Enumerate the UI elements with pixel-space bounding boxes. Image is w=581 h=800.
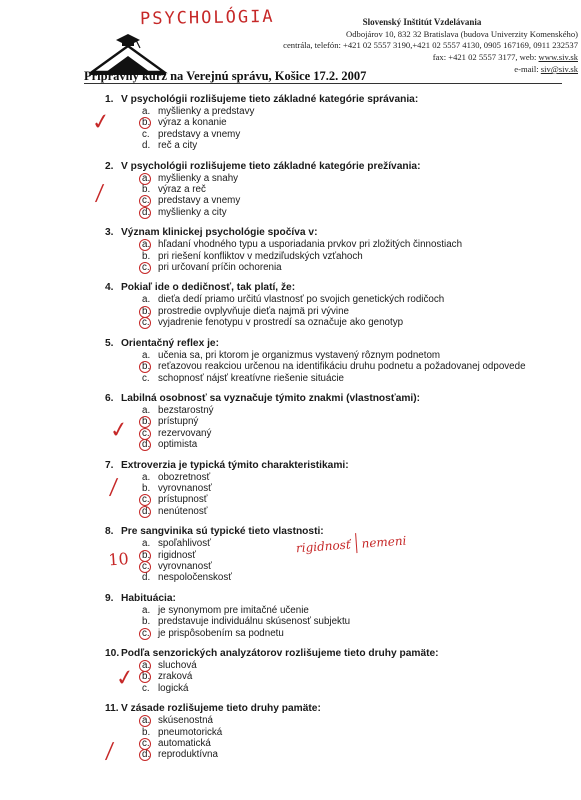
option-letter: b. — [142, 726, 151, 738]
option-letter: b. — [142, 482, 151, 494]
answer-option[interactable] — [84, 660, 564, 671]
question-text: Pre sangvinika sú typické tieto vlastnosti: — [121, 526, 324, 538]
circled-option-letter: d. — [142, 439, 158, 450]
fax-label: fax: +421 02 5557 3177, web: — [432, 51, 539, 62]
answer-option[interactable] — [84, 472, 564, 483]
check-mark-icon: ✓ — [90, 108, 113, 137]
question-heading — [84, 593, 564, 605]
option-text: je prispôsobením sa podnetu — [158, 627, 284, 639]
question-text: Habituácia: — [121, 592, 176, 604]
option-text: výraz a konanie — [158, 117, 227, 129]
circled-option-letter: b. — [142, 361, 158, 372]
option-text: bezstarostný — [158, 404, 214, 416]
option-text: vyrovnanosť — [158, 560, 212, 572]
option-text: výraz a reč — [158, 184, 206, 196]
answer-option[interactable] — [84, 129, 564, 140]
answer-option[interactable] — [84, 749, 564, 760]
note-word-2: nemeni — [361, 533, 407, 551]
option-text: skúsenostná — [158, 715, 214, 727]
option-text: nespoločenskosť — [158, 572, 232, 584]
option-text: pri určovaní príčin ochorenia — [158, 262, 282, 274]
question-11 — [84, 703, 564, 761]
circled-option-letter: a. — [142, 660, 158, 671]
answer-option[interactable] — [84, 416, 564, 427]
answer-option[interactable] — [84, 106, 564, 117]
option-text: je synonymom pre imitačné učenie — [158, 604, 309, 616]
option-letter: d. — [142, 572, 151, 584]
option-text: vyrovnanosť — [158, 482, 212, 494]
circled-option-letter: c. — [142, 195, 158, 206]
question-number: 4. — [105, 282, 114, 294]
option-letter: a. — [142, 106, 151, 117]
option-text: optimista — [158, 439, 198, 451]
option-text: myšlienky a city — [158, 206, 227, 218]
question-text: V zásade rozlišujeme tieto druhy pamäte: — [121, 703, 321, 715]
answer-option[interactable] — [84, 173, 564, 184]
answer-option[interactable] — [84, 140, 564, 151]
answer-option[interactable] — [84, 184, 564, 195]
question-text: Extroverzia je typická týmito charakteristikami: — [121, 459, 349, 471]
question-heading — [84, 338, 564, 350]
answer-option[interactable] — [84, 483, 564, 494]
option-letter: a. — [142, 349, 151, 361]
answer-option[interactable] — [84, 715, 564, 726]
circled-option-letter: c. — [142, 561, 158, 572]
check-mark-icon: ✓ — [114, 664, 137, 693]
answer-option[interactable] — [84, 683, 564, 694]
option-text: hľadaní vhodného typu a usporiadania prvkov pri zložitých činnostiach — [158, 239, 463, 251]
question-number: 8. — [105, 526, 114, 538]
answer-option[interactable] — [84, 616, 564, 627]
question-list — [84, 94, 564, 770]
institute-header — [226, 17, 578, 76]
option-letter: a. — [142, 604, 151, 616]
answer-option[interactable] — [84, 294, 564, 305]
answer-option[interactable] — [84, 727, 564, 738]
option-letter: a. — [142, 294, 151, 306]
circled-option-letter: c. — [142, 262, 158, 273]
question-text: Labilná osobnosť sa vyznačuje týmito znakmi (vlastnosťami): — [121, 392, 421, 404]
option-letter: d. — [142, 140, 151, 152]
question-heading — [84, 648, 564, 660]
question-number: 10. — [105, 648, 120, 659]
question-number: 5. — [105, 337, 114, 349]
answer-option[interactable] — [84, 572, 564, 583]
circled-option-letter: b. — [142, 306, 158, 317]
option-text: dieťa dedí priamo určitú vlastnosť po svojich genetických rodičoch — [158, 294, 445, 306]
option-text: reč a city — [158, 140, 198, 152]
circled-option-letter: c. — [142, 738, 158, 749]
option-text: pri riešení konfliktov v medziľudských vzťahoch — [158, 250, 363, 262]
check-mark-icon: ⁄ — [96, 181, 104, 208]
option-letter: c. — [142, 682, 150, 694]
option-text: myšlienky a snahy — [158, 172, 239, 184]
question-heading — [84, 703, 564, 715]
check-mark-icon: ⁄ — [106, 739, 114, 766]
note-word-1: rigidnosť — [295, 537, 352, 556]
option-text: vyjadrenie fenotypu v prostredí sa označuje ako genotyp — [158, 317, 404, 329]
handwritten-subject: PSYCHOLÓGIA — [139, 6, 275, 30]
answer-option[interactable] — [84, 628, 564, 639]
email-label: e-mail: — [514, 64, 541, 74]
option-text: predstavy a vnemy — [158, 128, 241, 140]
institute-phones: centrála, telefón: +421 02 5557 3190,+421 02 5557 4130, 0905 167169, 0911 232537 — [283, 40, 578, 50]
score-mark: 10 — [107, 549, 130, 570]
answer-option[interactable] — [84, 671, 564, 682]
question-number: 11. — [105, 703, 119, 715]
question-text: V psychológii rozlišujeme tieto základné kategórie prežívania: — [121, 160, 421, 172]
question-text: V psychológii rozlišujeme tieto základné kategórie správania: — [121, 94, 419, 105]
option-text: zraková — [158, 671, 193, 683]
answer-option[interactable] — [84, 306, 564, 317]
question-text: Pokiaľ ide o dedičnosť, tak platí, že: — [121, 282, 296, 294]
option-letter: c. — [142, 372, 150, 384]
question-10 — [84, 648, 564, 694]
institute-fax-web — [226, 52, 578, 64]
circled-option-letter: a. — [142, 173, 158, 184]
question-heading — [84, 282, 564, 294]
circled-option-letter: c. — [142, 628, 158, 639]
answer-option[interactable] — [84, 317, 564, 328]
institute-address: Odbojárov 10, 832 32 Bratislava (budova Univerzity Komenského) — [346, 28, 578, 39]
question-4 — [84, 282, 564, 328]
answer-option[interactable] — [84, 262, 564, 273]
circled-option-letter: d. — [142, 749, 158, 760]
circled-option-letter: c. — [142, 428, 158, 439]
question-heading — [84, 460, 564, 472]
option-text: prístupnosť — [158, 494, 208, 506]
circled-option-letter: b. — [142, 671, 158, 682]
web-link[interactable]: www.siv.sk — [538, 51, 578, 62]
question-heading — [84, 227, 564, 239]
question-5 — [84, 338, 564, 384]
answer-option[interactable] — [84, 251, 564, 262]
question-heading — [84, 161, 564, 173]
option-text: automatická — [158, 738, 211, 750]
option-text: reťazovou reakciou určenou na identifikáciu druhu podnetu a požadovanej odpovede — [158, 361, 526, 373]
question-2 — [84, 161, 564, 219]
option-letter: b. — [142, 184, 151, 196]
question-1 — [84, 94, 564, 152]
question-heading — [84, 393, 564, 405]
circled-option-letter: d. — [142, 506, 158, 517]
option-text: rigidnosť — [158, 549, 196, 561]
question-number: 7. — [105, 459, 114, 471]
option-letter: a. — [142, 538, 151, 550]
question-3 — [84, 227, 564, 273]
answer-option[interactable] — [84, 506, 564, 517]
circled-option-letter: b. — [142, 550, 158, 561]
question-number: 9. — [105, 592, 114, 604]
circled-option-letter: b. — [142, 117, 158, 128]
answer-option[interactable] — [84, 350, 564, 361]
circled-option-letter: a. — [142, 239, 158, 250]
option-letter: c. — [142, 128, 150, 140]
answer-option[interactable] — [84, 428, 564, 439]
option-text: reproduktívna — [158, 749, 218, 761]
answer-option[interactable] — [84, 605, 564, 616]
answer-option[interactable] — [84, 738, 564, 749]
answer-option[interactable] — [84, 195, 564, 206]
option-text: spoľahlivosť — [158, 538, 211, 550]
institute-name: Slovenský Inštitút Vzdelávania — [362, 17, 482, 27]
answer-option[interactable] — [84, 117, 564, 128]
option-letter: b. — [142, 616, 151, 628]
answer-option[interactable] — [84, 239, 564, 250]
circled-option-letter: c. — [142, 317, 158, 328]
email-link[interactable]: siv@siv.sk — [540, 64, 578, 74]
option-text: prostredie ovplyvňuje dieťa najmä pri vývine — [158, 305, 350, 317]
question-7 — [84, 460, 564, 518]
question-number: 6. — [105, 392, 114, 404]
header-divider — [84, 83, 562, 84]
course-title: Prípravný kurz na Verejnú správu, Košice 17.2. 2007 — [84, 69, 367, 83]
check-mark-icon: ⁄ — [110, 475, 118, 502]
option-text: predstavuje individuálnu skúsenosť subjektu — [158, 616, 351, 628]
option-text: myšlienky a predstavy — [158, 106, 255, 117]
note-divider — [355, 533, 357, 553]
option-text: predstavy a vnemy — [158, 195, 241, 207]
circled-option-letter: d. — [142, 207, 158, 218]
option-text: schopnosť nájsť kreatívne riešenie situácie — [158, 372, 344, 384]
option-text: sluchová — [158, 660, 197, 671]
circled-option-letter: c. — [142, 494, 158, 505]
question-text: Podľa senzorických analyzátorov rozlišujeme tieto druhy pamäte: — [121, 648, 439, 659]
question-heading — [84, 94, 564, 106]
question-number: 3. — [105, 227, 114, 239]
option-text: učenia sa, pri ktorom je organizmus vystavený rôznym podnetom — [158, 349, 441, 361]
option-text: nenútenosť — [158, 505, 208, 517]
option-letter: b. — [142, 250, 151, 262]
answer-option[interactable] — [84, 405, 564, 416]
question-number: 2. — [105, 160, 114, 172]
answer-option[interactable] — [84, 373, 564, 384]
circled-option-letter: b. — [142, 416, 158, 427]
question-text: Význam klinickej psychológie spočíva v: — [121, 227, 318, 239]
answer-option[interactable] — [84, 494, 564, 505]
circled-option-letter: a. — [142, 715, 158, 726]
check-mark-icon: ✓ — [108, 416, 131, 445]
option-letter: a. — [142, 404, 151, 416]
option-text: pneumotorická — [158, 726, 223, 738]
answer-option[interactable] — [84, 361, 564, 372]
option-text: prístupný — [158, 416, 199, 428]
option-text: rezervovaný — [158, 427, 212, 439]
answer-option[interactable] — [84, 439, 564, 450]
option-letter: a. — [142, 471, 151, 483]
question-6 — [84, 393, 564, 451]
option-text: logická — [158, 682, 189, 694]
question-text: Orientačný reflex je: — [121, 337, 219, 349]
option-text: obozretnosť — [158, 471, 211, 483]
answer-option[interactable] — [84, 207, 564, 218]
question-number: 1. — [105, 94, 114, 105]
question-9 — [84, 593, 564, 639]
